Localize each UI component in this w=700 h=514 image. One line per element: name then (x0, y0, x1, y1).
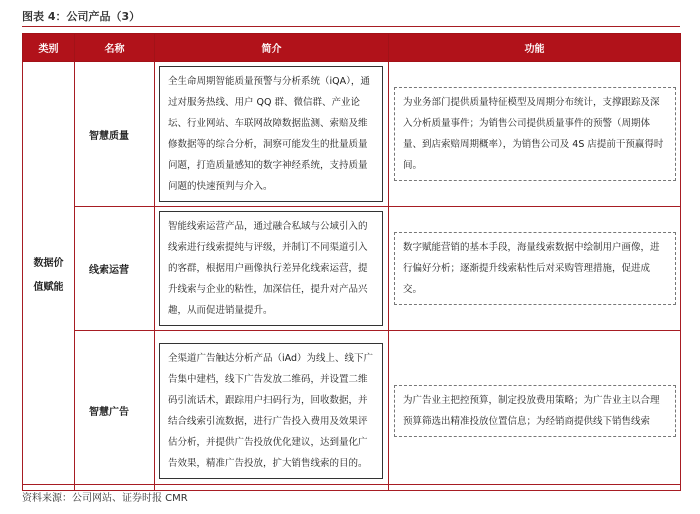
source-note: 资料来源：公司网站、证券时报 CMR (22, 493, 188, 504)
table-row (23, 62, 681, 207)
product-intro: 全渠道广告触达分析产品（iAd）为线上、线下广告集中建档，线下广告发放二维码，并设置二维码引流话术，跟踪用户扫码行为，回收数据，并结合线索引流数据，进行广告投入费用及效果评估分析，并提供广告投放优化建议，达到量化广告效果，精准广告投放，扩大销售线索的目的。 (159, 343, 383, 479)
figure-title: 图表 4：公司产品（3） (22, 10, 141, 23)
product-function: 为业务部门提供质量特征模型及周期分布统计，支撑跟踪及深入分析质量事件；为销售公司提供质量事件的预警（周期体量、到店索赔周期概率），为销售公司及 4S 店提前干预赢得时间。 (394, 87, 676, 181)
table-row (23, 207, 681, 331)
product-function: 为广告业主把控预算，制定投放费用策略；为广告业主以合理预算筛选出精准投放位置信息；为经销商提供线下销售线索 (394, 385, 676, 437)
product-intro: 智能线索运营产品，通过融合私域与公域引入的线索进行线索提纯与评级，并制订不同渠道引入的客群，根据用户画像执行差异化线索运营，提升线索与企业的粘性，加深信任，提升对产品兴趣，从而促进销量提升。 (159, 211, 383, 326)
category-label: 数据价值赋能 (33, 258, 64, 293)
product-intro: 全生命周期智能质量预警与分析系统（iQA），通过对服务热线、用户 QQ 群、微信群、产业论坛、行业网站、车联网故障数据监测、索赔及维修数据等的综合分析，洞察可能发生的批量质量问题，打造质量感知的数字神经系统，支持质量问题的快速预判与介入。 (159, 66, 383, 202)
product-name: 线索运营 (75, 207, 155, 331)
header-name: 名称 (75, 34, 155, 62)
product-name: 智慧广告 (75, 331, 155, 491)
bottom-rule (22, 484, 680, 485)
header-function: 功能 (389, 34, 681, 62)
header-category: 类别 (23, 34, 75, 62)
product-name: 智慧质量 (75, 62, 155, 207)
table-header-row (23, 34, 681, 62)
top-rule (22, 26, 680, 27)
header-intro: 简介 (155, 34, 389, 62)
category-cell (23, 62, 75, 491)
table-row (23, 331, 681, 491)
product-table (22, 33, 681, 491)
product-function: 数字赋能营销的基本手段，海量线索数据中绘制用户画像，进行偏好分析；逐渐提升线索粘性后对采购管理措施，促进成交。 (394, 232, 676, 305)
